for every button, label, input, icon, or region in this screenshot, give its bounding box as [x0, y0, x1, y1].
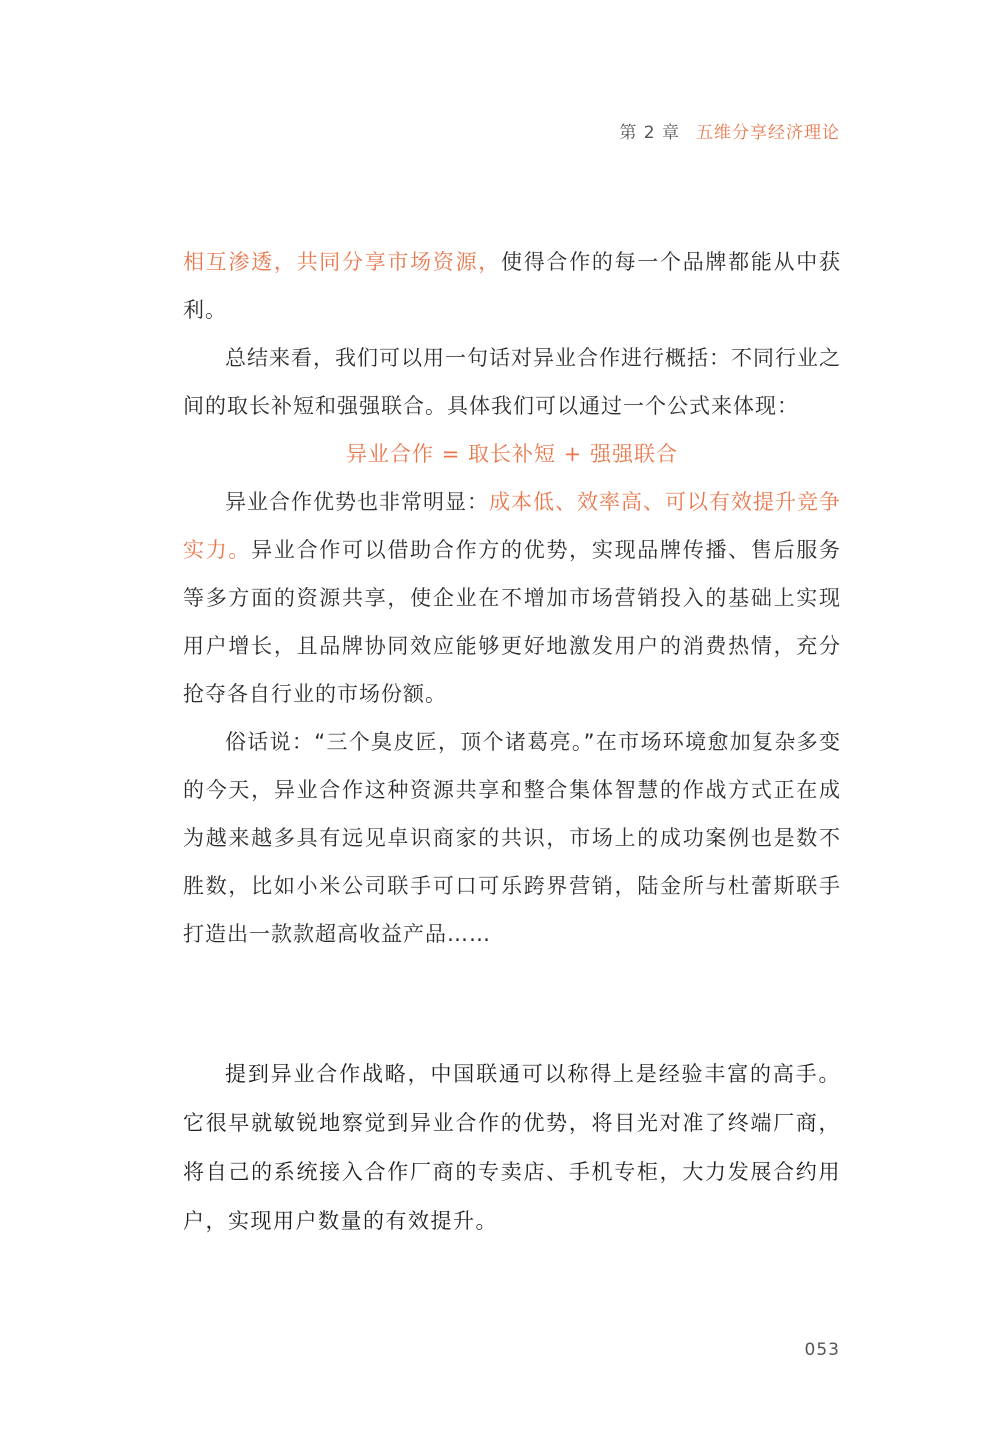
paragraph-3-lead: 异业合作优势也非常明显：	[225, 490, 489, 514]
case-study-text	[183, 1050, 841, 1246]
paragraph-4: 俗话说：“三个臭皮匠，顶个诸葛亮。”在市场环境愈加复杂多变的今天，异业合作这种资源共享和整合集体智慧的作战方式正在成为越来越多具有远见卓识商家的共识，市场上的成功案例也是数不胜数，比如小米公司联手可口可乐跨界营销，陆金所与杜蕾斯联手打造出一款款超高收益产品……	[183, 730, 841, 946]
formula: 异业合作 = 取长补短 + 强强联合	[346, 442, 678, 466]
paragraph-3-rest: 异业合作可以借助合作方的优势，实现品牌传播、售后服务等多方面的资源共享，使企业在不增加市场营销投入的基础上实现用户增长，且品牌协同效应能够更好地激发用户的消费热情，充分抢夺各自行业的市场份额。	[183, 538, 842, 706]
paragraph-1	[183, 238, 841, 334]
chapter-label: 第 2 章	[619, 123, 680, 143]
paragraph-2: 总结来看，我们可以用一句话对异业合作进行概括：不同行业之间的取长补短和强强联合。具体我们可以通过一个公式来体现：	[183, 346, 841, 418]
running-header	[619, 118, 840, 143]
chapter-title: 五维分享经济理论	[696, 123, 840, 143]
paragraph-1-highlight: 相互渗透，共同分享市场资源，	[183, 250, 501, 274]
paragraph-1-rest: 使得合作的每一个品牌都能从中获利。	[183, 250, 841, 322]
body-text	[183, 238, 841, 958]
page-number: 053	[804, 1340, 840, 1360]
paragraph-3	[183, 478, 841, 718]
paragraph-5: 提到异业合作战略，中国联通可以称得上是经验丰富的高手。它很早就敏锐地察觉到异业合作的优势，将目光对准了终端厂商，将自己的系统接入合作厂商的专卖店、手机专柜，大力发展合约用户，实现用户数量的有效提升。	[183, 1062, 841, 1233]
paragraph-3-highlight: 成本低、效率高、可以有效提升竞争实力。	[183, 490, 841, 562]
